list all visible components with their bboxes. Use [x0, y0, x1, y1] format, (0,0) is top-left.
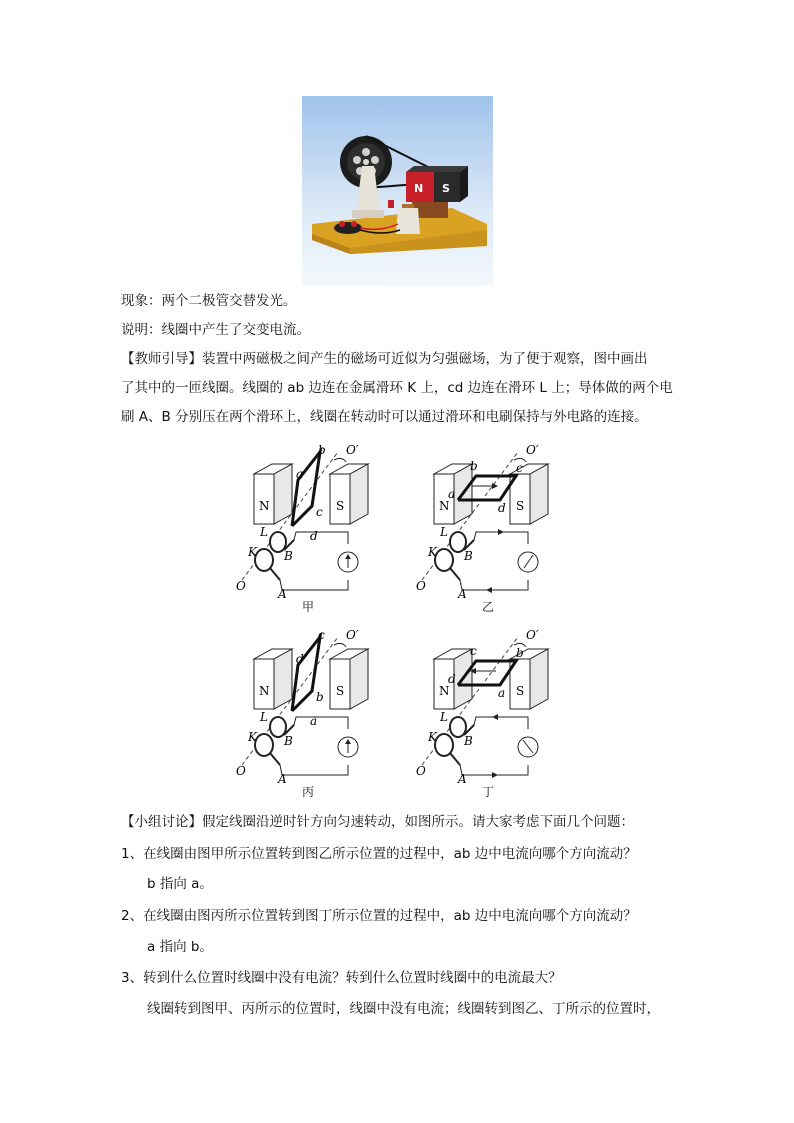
- label-n: N: [259, 499, 270, 513]
- label-o: O: [416, 579, 426, 593]
- label-b-brush: B: [284, 734, 293, 748]
- label-a-brush: A: [458, 587, 467, 601]
- label-b: b: [516, 646, 524, 660]
- generator-diagram-grid: [226, 440, 576, 800]
- label-s: S: [516, 499, 525, 513]
- label-n: N: [439, 499, 450, 513]
- label-a: a: [310, 714, 318, 728]
- label-o: O: [236, 579, 246, 593]
- label-a-brush: A: [458, 772, 467, 786]
- label-k: K: [248, 545, 257, 559]
- label-d: d: [296, 652, 304, 666]
- label-k: K: [428, 730, 437, 744]
- question-2: 2、在线圈由图丙所示位置转到图丁所示位置的过程中，ab 边中电流向哪个方向流动？: [121, 908, 637, 924]
- label-a-brush: A: [278, 587, 287, 601]
- label-l: L: [260, 525, 268, 539]
- label-k: K: [428, 545, 437, 559]
- label-o: O: [236, 764, 246, 778]
- teacher-guide-line-3: 刷 A、B 分别压在两个滑环上，线圈在转动时可以通过滑环和电刷保持与外电路的连接。: [121, 409, 648, 425]
- label-d: d: [310, 529, 318, 543]
- phenomenon-text: 现象：两个二极管交替发光。: [121, 293, 297, 309]
- answer-1: b 指向 a。: [147, 876, 213, 892]
- label-s: S: [336, 684, 345, 698]
- label-s: S: [336, 499, 345, 513]
- label-b-brush: B: [284, 549, 293, 563]
- caption-jia: 甲: [302, 600, 315, 614]
- label-l: L: [440, 710, 448, 724]
- generator-photo: [302, 96, 493, 286]
- label-b: b: [316, 690, 324, 704]
- caption-ding: 丁: [482, 785, 495, 799]
- label-a: a: [296, 467, 304, 481]
- answer-2: a 指向 b。: [147, 939, 213, 955]
- label-o: O: [416, 764, 426, 778]
- label-a: a: [448, 487, 456, 501]
- label-o-prime: O′: [526, 628, 539, 642]
- label-c: c: [316, 505, 323, 519]
- label-k: K: [248, 730, 257, 744]
- magnet-n-label: N: [414, 182, 424, 195]
- caption-yi: 乙: [482, 600, 495, 614]
- discussion-intro: 【小组讨论】假定线圈沿逆时针方向匀速转动，如图所示。请大家考虑下面几个问题：: [121, 814, 634, 830]
- figure-jia: [226, 440, 396, 615]
- label-n: N: [439, 684, 450, 698]
- teacher-guide-line-1: 【教师引导】装置中两磁极之间产生的磁场可近似为匀强磁场，为了便于观察，图中画出: [121, 351, 648, 367]
- label-s: S: [516, 684, 525, 698]
- label-c: c: [470, 644, 477, 658]
- label-o-prime: O′: [346, 443, 359, 457]
- label-b: b: [470, 459, 478, 473]
- label-b: b: [318, 443, 326, 457]
- figure-ding: [406, 625, 576, 800]
- question-1: 1、在线圈由图甲所示位置转到图乙所示位置的过程中，ab 边中电流向哪个方向流动？: [121, 846, 637, 862]
- label-c: c: [318, 628, 325, 642]
- label-c: c: [516, 461, 523, 475]
- label-n: N: [259, 684, 270, 698]
- question-3: 3、转到什么位置时线圈中没有电流？转到什么位置时线圈中的电流最大？: [121, 970, 562, 986]
- label-o-prime: O′: [526, 443, 539, 457]
- label-a: a: [498, 686, 506, 700]
- figure-bing: [226, 625, 396, 800]
- label-l: L: [260, 710, 268, 724]
- label-b-brush: B: [464, 549, 473, 563]
- figure-yi: [406, 440, 576, 615]
- label-d: d: [498, 501, 506, 515]
- explanation-text: 说明：线圈中产生了交变电流。: [121, 322, 310, 338]
- answer-3: 线圈转到图甲、丙所示的位置时，线圈中没有电流；线圈转到图乙、丁所示的位置时，: [147, 1001, 660, 1017]
- label-a-brush: A: [278, 772, 287, 786]
- label-d: d: [448, 672, 456, 686]
- teacher-guide-line-2: 了其中的一匝线圈。线圈的 ab 边连在金属滑环 K 上，cd 边连在滑环 L 上；导体做的两个电: [121, 380, 673, 396]
- magnet-s-label: S: [442, 182, 450, 195]
- label-o-prime: O′: [346, 628, 359, 642]
- label-l: L: [440, 525, 448, 539]
- label-b-brush: B: [464, 734, 473, 748]
- caption-bing: 丙: [302, 785, 315, 799]
